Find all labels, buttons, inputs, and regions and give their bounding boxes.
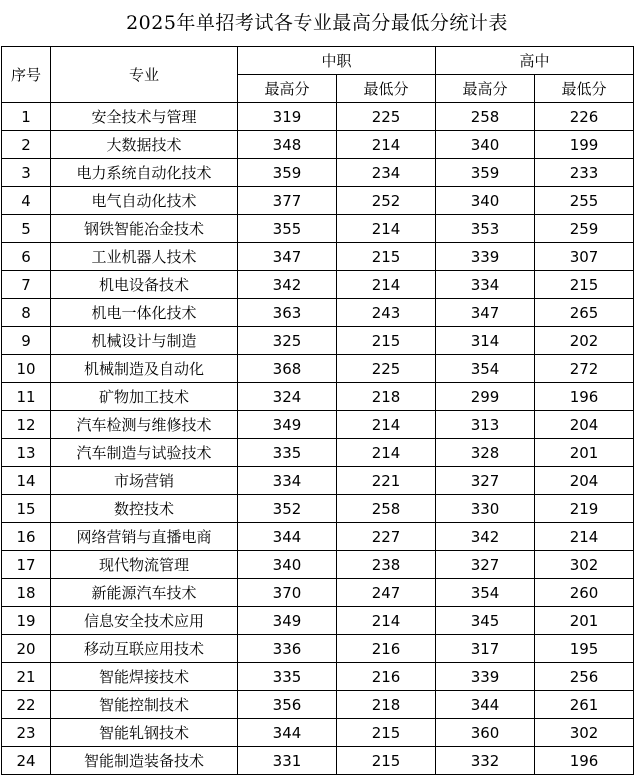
cell-major: 矿物加工技术 (51, 383, 238, 411)
header-row-groups (2, 47, 634, 75)
cell-gaozhong-min: 219 (535, 495, 634, 523)
cell-index: 9 (2, 327, 51, 355)
table-row (2, 131, 634, 159)
cell-zhongzhi-min: 238 (337, 551, 436, 579)
cell-major: 智能轧钢技术 (51, 719, 238, 747)
cell-gaozhong-max: 314 (436, 327, 535, 355)
cell-zhongzhi-max: 355 (238, 215, 337, 243)
cell-zhongzhi-max: 349 (238, 607, 337, 635)
cell-zhongzhi-min: 243 (337, 299, 436, 327)
cell-zhongzhi-min: 215 (337, 327, 436, 355)
cell-zhongzhi-min: 258 (337, 495, 436, 523)
cell-zhongzhi-min: 216 (337, 663, 436, 691)
cell-gaozhong-min: 256 (535, 663, 634, 691)
cell-zhongzhi-min: 247 (337, 579, 436, 607)
cell-gaozhong-max: 353 (436, 215, 535, 243)
cell-zhongzhi-max: 340 (238, 551, 337, 579)
table-row (2, 243, 634, 271)
cell-zhongzhi-max: 356 (238, 691, 337, 719)
cell-gaozhong-max: 330 (436, 495, 535, 523)
cell-major: 网络营销与直播电商 (51, 523, 238, 551)
cell-gaozhong-min: 272 (535, 355, 634, 383)
table-row (2, 579, 634, 607)
cell-major: 新能源汽车技术 (51, 579, 238, 607)
cell-zhongzhi-min: 218 (337, 691, 436, 719)
cell-index: 7 (2, 271, 51, 299)
cell-gaozhong-min: 302 (535, 719, 634, 747)
cell-zhongzhi-min: 221 (337, 467, 436, 495)
cell-index: 24 (2, 747, 51, 775)
cell-index: 17 (2, 551, 51, 579)
table-row (2, 635, 634, 663)
cell-zhongzhi-max: 344 (238, 523, 337, 551)
cell-index: 20 (2, 635, 51, 663)
cell-major: 工业机器人技术 (51, 243, 238, 271)
cell-gaozhong-min: 214 (535, 523, 634, 551)
cell-gaozhong-min: 233 (535, 159, 634, 187)
table-row (2, 103, 634, 131)
cell-major: 市场营销 (51, 467, 238, 495)
cell-major: 机电设备技术 (51, 271, 238, 299)
cell-zhongzhi-max: 359 (238, 159, 337, 187)
cell-gaozhong-max: 340 (436, 187, 535, 215)
cell-gaozhong-max: 340 (436, 131, 535, 159)
cell-zhongzhi-max: 368 (238, 355, 337, 383)
cell-major: 电力系统自动化技术 (51, 159, 238, 187)
cell-zhongzhi-min: 252 (337, 187, 436, 215)
cell-zhongzhi-max: 335 (238, 663, 337, 691)
header-group-gaozhong: 高中 (436, 47, 634, 75)
cell-zhongzhi-min: 214 (337, 439, 436, 467)
header-gaozhong-min: 最低分 (535, 75, 634, 103)
cell-zhongzhi-max: 348 (238, 131, 337, 159)
cell-index: 11 (2, 383, 51, 411)
cell-index: 1 (2, 103, 51, 131)
cell-zhongzhi-max: 370 (238, 579, 337, 607)
cell-index: 4 (2, 187, 51, 215)
cell-major: 汽车检测与维修技术 (51, 411, 238, 439)
cell-zhongzhi-min: 218 (337, 383, 436, 411)
table-row (2, 299, 634, 327)
cell-gaozhong-max: 347 (436, 299, 535, 327)
cell-major: 机械设计与制造 (51, 327, 238, 355)
cell-index: 12 (2, 411, 51, 439)
cell-major: 智能制造装备技术 (51, 747, 238, 775)
cell-gaozhong-min: 302 (535, 551, 634, 579)
cell-index: 2 (2, 131, 51, 159)
table-row (2, 691, 634, 719)
cell-index: 6 (2, 243, 51, 271)
cell-index: 22 (2, 691, 51, 719)
cell-gaozhong-max: 339 (436, 663, 535, 691)
table-row (2, 159, 634, 187)
cell-major: 移动互联应用技术 (51, 635, 238, 663)
cell-gaozhong-max: 354 (436, 355, 535, 383)
cell-gaozhong-max: 345 (436, 607, 535, 635)
cell-zhongzhi-min: 215 (337, 243, 436, 271)
cell-index: 19 (2, 607, 51, 635)
cell-gaozhong-max: 258 (436, 103, 535, 131)
cell-major: 汽车制造与试验技术 (51, 439, 238, 467)
cell-gaozhong-max: 332 (436, 747, 535, 775)
cell-zhongzhi-max: 342 (238, 271, 337, 299)
cell-index: 8 (2, 299, 51, 327)
cell-major: 智能焊接技术 (51, 663, 238, 691)
cell-major: 现代物流管理 (51, 551, 238, 579)
cell-zhongzhi-min: 216 (337, 635, 436, 663)
cell-gaozhong-max: 339 (436, 243, 535, 271)
cell-zhongzhi-min: 227 (337, 523, 436, 551)
cell-gaozhong-min: 226 (535, 103, 634, 131)
cell-zhongzhi-min: 214 (337, 411, 436, 439)
cell-gaozhong-max: 354 (436, 579, 535, 607)
header-index: 序号 (2, 47, 51, 103)
table-row (2, 411, 634, 439)
cell-gaozhong-min: 202 (535, 327, 634, 355)
cell-zhongzhi-max: 349 (238, 411, 337, 439)
table-row (2, 719, 634, 747)
table-row (2, 607, 634, 635)
table-row (2, 215, 634, 243)
cell-gaozhong-min: 196 (535, 747, 634, 775)
cell-major: 数控技术 (51, 495, 238, 523)
cell-zhongzhi-min: 214 (337, 607, 436, 635)
table-header (2, 47, 634, 103)
cell-gaozhong-min: 261 (535, 691, 634, 719)
cell-gaozhong-min: 255 (535, 187, 634, 215)
cell-gaozhong-min: 199 (535, 131, 634, 159)
cell-gaozhong-max: 327 (436, 551, 535, 579)
cell-zhongzhi-min: 214 (337, 215, 436, 243)
header-major: 专业 (51, 47, 238, 103)
table-row (2, 187, 634, 215)
cell-index: 3 (2, 159, 51, 187)
cell-zhongzhi-min: 225 (337, 103, 436, 131)
cell-index: 15 (2, 495, 51, 523)
cell-major: 电气自动化技术 (51, 187, 238, 215)
cell-zhongzhi-min: 234 (337, 159, 436, 187)
cell-major: 安全技术与管理 (51, 103, 238, 131)
cell-zhongzhi-max: 324 (238, 383, 337, 411)
table-row (2, 383, 634, 411)
cell-zhongzhi-min: 225 (337, 355, 436, 383)
cell-zhongzhi-max: 319 (238, 103, 337, 131)
cell-major: 机械制造及自动化 (51, 355, 238, 383)
cell-gaozhong-max: 317 (436, 635, 535, 663)
cell-major: 智能控制技术 (51, 691, 238, 719)
cell-gaozhong-max: 299 (436, 383, 535, 411)
cell-zhongzhi-max: 325 (238, 327, 337, 355)
cell-gaozhong-min: 201 (535, 607, 634, 635)
cell-index: 21 (2, 663, 51, 691)
cell-gaozhong-max: 342 (436, 523, 535, 551)
cell-gaozhong-min: 265 (535, 299, 634, 327)
header-zhongzhi-max: 最高分 (238, 75, 337, 103)
cell-index: 10 (2, 355, 51, 383)
cell-gaozhong-max: 360 (436, 719, 535, 747)
cell-gaozhong-max: 334 (436, 271, 535, 299)
table-row (2, 439, 634, 467)
header-gaozhong-max: 最高分 (436, 75, 535, 103)
cell-zhongzhi-min: 215 (337, 719, 436, 747)
score-table (1, 46, 634, 775)
cell-gaozhong-min: 215 (535, 271, 634, 299)
cell-index: 13 (2, 439, 51, 467)
cell-gaozhong-max: 328 (436, 439, 535, 467)
cell-gaozhong-min: 260 (535, 579, 634, 607)
cell-gaozhong-max: 327 (436, 467, 535, 495)
cell-gaozhong-max: 313 (436, 411, 535, 439)
cell-major: 机电一体化技术 (51, 299, 238, 327)
cell-index: 16 (2, 523, 51, 551)
cell-gaozhong-min: 201 (535, 439, 634, 467)
cell-gaozhong-min: 307 (535, 243, 634, 271)
table-row (2, 467, 634, 495)
cell-zhongzhi-max: 336 (238, 635, 337, 663)
table-row (2, 271, 634, 299)
cell-zhongzhi-max: 363 (238, 299, 337, 327)
cell-gaozhong-min: 204 (535, 411, 634, 439)
cell-gaozhong-max: 359 (436, 159, 535, 187)
cell-major: 信息安全技术应用 (51, 607, 238, 635)
cell-index: 5 (2, 215, 51, 243)
cell-zhongzhi-max: 377 (238, 187, 337, 215)
header-group-zhongzhi: 中职 (238, 47, 436, 75)
cell-zhongzhi-max: 344 (238, 719, 337, 747)
page-title: 2025年单招考试各专业最高分最低分统计表 (126, 12, 508, 34)
cell-major: 钢铁智能冶金技术 (51, 215, 238, 243)
header-zhongzhi-min: 最低分 (337, 75, 436, 103)
table-body (2, 103, 634, 775)
table-row (2, 495, 634, 523)
cell-index: 14 (2, 467, 51, 495)
cell-gaozhong-min: 204 (535, 467, 634, 495)
cell-gaozhong-min: 195 (535, 635, 634, 663)
cell-zhongzhi-max: 335 (238, 439, 337, 467)
cell-gaozhong-min: 196 (535, 383, 634, 411)
table-row (2, 747, 634, 775)
table-row (2, 327, 634, 355)
table-row (2, 523, 634, 551)
table-row (2, 355, 634, 383)
cell-zhongzhi-min: 214 (337, 131, 436, 159)
cell-zhongzhi-min: 215 (337, 747, 436, 775)
cell-zhongzhi-max: 347 (238, 243, 337, 271)
cell-gaozhong-max: 344 (436, 691, 535, 719)
table-row (2, 551, 634, 579)
cell-index: 23 (2, 719, 51, 747)
cell-gaozhong-min: 259 (535, 215, 634, 243)
cell-zhongzhi-max: 334 (238, 467, 337, 495)
cell-zhongzhi-max: 352 (238, 495, 337, 523)
cell-index: 18 (2, 579, 51, 607)
table-row (2, 663, 634, 691)
cell-zhongzhi-max: 331 (238, 747, 337, 775)
cell-zhongzhi-min: 214 (337, 271, 436, 299)
cell-major: 大数据技术 (51, 131, 238, 159)
